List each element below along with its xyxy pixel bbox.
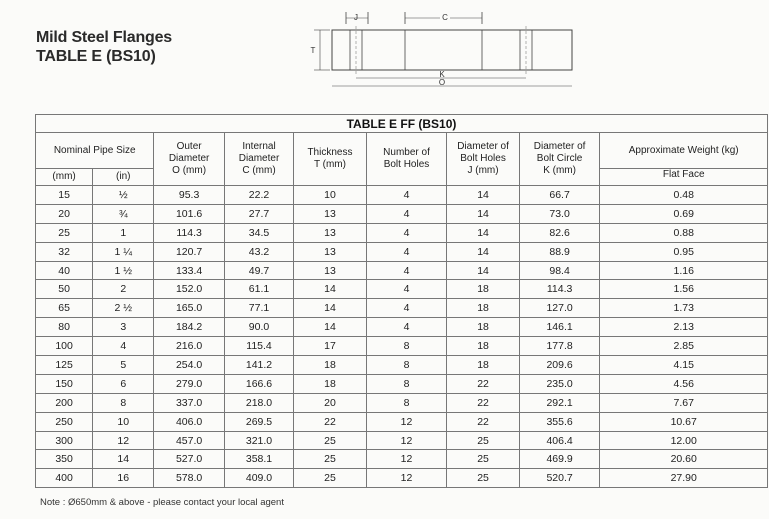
table-row (36, 412, 768, 431)
cell-thickness: 25 (294, 431, 366, 450)
cell-thickness: 10 (294, 186, 366, 205)
cell-nominal-mm: 50 (36, 280, 93, 299)
cell-bolt-hole-diameter: 18 (447, 356, 519, 375)
cell-outer-diameter: 527.0 (154, 450, 224, 469)
cell-bolt-holes: 4 (366, 223, 447, 242)
cell-internal-diameter: 77.1 (224, 299, 293, 318)
cell-nominal-mm: 350 (36, 450, 93, 469)
header-diameter-of-bolt-holes: Diameter of Bolt Holes J (mm) (447, 133, 519, 186)
label-j: J (354, 13, 358, 22)
cell-outer-diameter: 101.6 (154, 204, 224, 223)
cell-internal-diameter: 90.0 (224, 318, 293, 337)
cell-bolt-holes: 8 (366, 337, 447, 356)
cell-flat-face-weight: 27.90 (600, 469, 768, 488)
cell-flat-face-weight: 0.69 (600, 204, 768, 223)
cell-nominal-mm: 25 (36, 223, 93, 242)
cell-nominal-in: 2 ½ (93, 299, 154, 318)
cell-flat-face-weight: 10.67 (600, 412, 768, 431)
header-number-of-bolt-holes: Number of Bolt Holes (366, 133, 447, 186)
cell-outer-diameter: 216.0 (154, 337, 224, 356)
cell-bolt-holes: 4 (366, 186, 447, 205)
cell-internal-diameter: 166.6 (224, 374, 293, 393)
label-o: O (438, 78, 446, 87)
cell-nominal-in: 6 (93, 374, 154, 393)
cell-outer-diameter: 114.3 (154, 223, 224, 242)
cell-nominal-mm: 125 (36, 356, 93, 375)
cell-nominal-mm: 250 (36, 412, 93, 431)
header-outer-diameter: Outer Diameter O (mm) (154, 133, 224, 186)
cell-bolt-circle-diameter: 235.0 (519, 374, 600, 393)
cell-bolt-holes: 4 (366, 280, 447, 299)
cell-outer-diameter: 457.0 (154, 431, 224, 450)
cell-flat-face-weight: 1.16 (600, 261, 768, 280)
header-nominal-pipe-size: Nominal Pipe Size (36, 133, 154, 169)
cell-bolt-circle-diameter: 114.3 (519, 280, 600, 299)
header-nominal-in: (in) (93, 169, 154, 186)
cell-bolt-holes: 4 (366, 204, 447, 223)
cell-thickness: 22 (294, 412, 366, 431)
cell-bolt-hole-diameter: 14 (447, 204, 519, 223)
cell-outer-diameter: 184.2 (154, 318, 224, 337)
header-approximate-weight: Approximate Weight (kg) (600, 133, 768, 169)
cell-internal-diameter: 34.5 (224, 223, 293, 242)
table-caption: TABLE E FF (BS10) (36, 115, 768, 133)
cell-bolt-hole-diameter: 18 (447, 337, 519, 356)
cell-internal-diameter: 409.0 (224, 469, 293, 488)
table-row (36, 469, 768, 488)
cell-bolt-hole-diameter: 22 (447, 374, 519, 393)
cell-nominal-in: 10 (93, 412, 154, 431)
cell-nominal-in: 3 (93, 318, 154, 337)
footnote: Note : Ø650mm & above - please contact your local agent (40, 497, 284, 508)
header-nominal-mm: (mm) (36, 169, 93, 186)
cell-outer-diameter: 120.7 (154, 242, 224, 261)
cell-nominal-in: 4 (93, 337, 154, 356)
cell-flat-face-weight: 0.95 (600, 242, 768, 261)
cell-bolt-holes: 4 (366, 261, 447, 280)
cell-thickness: 18 (294, 356, 366, 375)
cell-nominal-in: ½ (93, 186, 154, 205)
cell-nominal-in: 1 (93, 223, 154, 242)
cell-nominal-in: 2 (93, 280, 154, 299)
cell-internal-diameter: 358.1 (224, 450, 293, 469)
cell-outer-diameter: 578.0 (154, 469, 224, 488)
cell-flat-face-weight: 1.73 (600, 299, 768, 318)
cell-bolt-circle-diameter: 406.4 (519, 431, 600, 450)
cell-thickness: 18 (294, 374, 366, 393)
cell-bolt-holes: 12 (366, 412, 447, 431)
cell-nominal-in: 8 (93, 393, 154, 412)
cell-bolt-circle-diameter: 292.1 (519, 393, 600, 412)
table-row (36, 337, 768, 356)
label-k: K (439, 70, 445, 79)
cell-thickness: 14 (294, 280, 366, 299)
cell-nominal-mm: 15 (36, 186, 93, 205)
table-row (36, 261, 768, 280)
cell-flat-face-weight: 0.88 (600, 223, 768, 242)
cell-bolt-hole-diameter: 14 (447, 242, 519, 261)
table-row (36, 393, 768, 412)
table-row (36, 186, 768, 205)
cell-internal-diameter: 49.7 (224, 261, 293, 280)
cell-bolt-hole-diameter: 14 (447, 223, 519, 242)
cell-bolt-circle-diameter: 209.6 (519, 356, 600, 375)
cell-outer-diameter: 165.0 (154, 299, 224, 318)
cell-internal-diameter: 218.0 (224, 393, 293, 412)
cell-thickness: 25 (294, 450, 366, 469)
flange-diagram (300, 6, 580, 92)
table-row (36, 299, 768, 318)
cell-bolt-circle-diameter: 82.6 (519, 223, 600, 242)
cell-nominal-mm: 300 (36, 431, 93, 450)
cell-flat-face-weight: 4.56 (600, 374, 768, 393)
cell-bolt-circle-diameter: 469.9 (519, 450, 600, 469)
cell-outer-diameter: 254.0 (154, 356, 224, 375)
cell-internal-diameter: 269.5 (224, 412, 293, 431)
cell-thickness: 13 (294, 242, 366, 261)
flange-cross-section-drawing (300, 6, 580, 92)
cell-nominal-in: ¾ (93, 204, 154, 223)
cell-bolt-hole-diameter: 14 (447, 261, 519, 280)
cell-outer-diameter: 152.0 (154, 280, 224, 299)
cell-thickness: 17 (294, 337, 366, 356)
cell-nominal-mm: 65 (36, 299, 93, 318)
cell-flat-face-weight: 12.00 (600, 431, 768, 450)
table-row (36, 318, 768, 337)
table-row (36, 242, 768, 261)
label-t: T (310, 46, 316, 55)
cell-nominal-in: 14 (93, 450, 154, 469)
cell-nominal-mm: 400 (36, 469, 93, 488)
cell-outer-diameter: 406.0 (154, 412, 224, 431)
cell-flat-face-weight: 2.13 (600, 318, 768, 337)
cell-flat-face-weight: 2.85 (600, 337, 768, 356)
table-row (36, 450, 768, 469)
cell-bolt-hole-diameter: 18 (447, 318, 519, 337)
cell-thickness: 13 (294, 223, 366, 242)
cell-bolt-holes: 8 (366, 374, 447, 393)
title-line-2: TABLE E (BS10) (36, 48, 156, 65)
cell-bolt-holes: 8 (366, 356, 447, 375)
cell-nominal-mm: 200 (36, 393, 93, 412)
cell-bolt-hole-diameter: 22 (447, 412, 519, 431)
cell-bolt-holes: 4 (366, 318, 447, 337)
cell-bolt-holes: 12 (366, 469, 447, 488)
cell-nominal-mm: 32 (36, 242, 93, 261)
title-line-1: Mild Steel Flanges (36, 29, 172, 46)
cell-bolt-hole-diameter: 25 (447, 469, 519, 488)
cell-nominal-in: 1 ½ (93, 261, 154, 280)
cell-flat-face-weight: 0.48 (600, 186, 768, 205)
cell-nominal-mm: 20 (36, 204, 93, 223)
cell-bolt-hole-diameter: 22 (447, 393, 519, 412)
cell-bolt-circle-diameter: 98.4 (519, 261, 600, 280)
cell-bolt-hole-diameter: 18 (447, 299, 519, 318)
cell-internal-diameter: 27.7 (224, 204, 293, 223)
cell-bolt-holes: 12 (366, 431, 447, 450)
cell-internal-diameter: 115.4 (224, 337, 293, 356)
cell-bolt-holes: 4 (366, 242, 447, 261)
cell-bolt-hole-diameter: 14 (447, 186, 519, 205)
cell-nominal-in: 1 ¼ (93, 242, 154, 261)
cell-thickness: 14 (294, 318, 366, 337)
cell-bolt-circle-diameter: 355.6 (519, 412, 600, 431)
cell-outer-diameter: 95.3 (154, 186, 224, 205)
cell-bolt-holes: 4 (366, 299, 447, 318)
label-c: C (442, 13, 448, 22)
cell-nominal-in: 12 (93, 431, 154, 450)
cell-bolt-holes: 12 (366, 450, 447, 469)
cell-bolt-circle-diameter: 127.0 (519, 299, 600, 318)
header-diameter-of-bolt-circle: Diameter of Bolt Circle K (mm) (519, 133, 600, 186)
cell-thickness: 25 (294, 469, 366, 488)
cell-bolt-circle-diameter: 73.0 (519, 204, 600, 223)
table-row (36, 431, 768, 450)
cell-bolt-circle-diameter: 520.7 (519, 469, 600, 488)
cell-flat-face-weight: 4.15 (600, 356, 768, 375)
cell-bolt-hole-diameter: 25 (447, 450, 519, 469)
cell-internal-diameter: 321.0 (224, 431, 293, 450)
cell-thickness: 13 (294, 204, 366, 223)
table-row (36, 280, 768, 299)
cell-flat-face-weight: 7.67 (600, 393, 768, 412)
cell-bolt-circle-diameter: 88.9 (519, 242, 600, 261)
cell-thickness: 20 (294, 393, 366, 412)
cell-flat-face-weight: 1.56 (600, 280, 768, 299)
cell-flat-face-weight: 20.60 (600, 450, 768, 469)
cell-bolt-holes: 8 (366, 393, 447, 412)
cell-internal-diameter: 22.2 (224, 186, 293, 205)
cell-bolt-circle-diameter: 66.7 (519, 186, 600, 205)
cell-outer-diameter: 133.4 (154, 261, 224, 280)
cell-bolt-circle-diameter: 146.1 (519, 318, 600, 337)
cell-internal-diameter: 61.1 (224, 280, 293, 299)
cell-outer-diameter: 279.0 (154, 374, 224, 393)
header-flat-face: Flat Face (600, 169, 768, 186)
cell-internal-diameter: 141.2 (224, 356, 293, 375)
table-row (36, 223, 768, 242)
cell-bolt-hole-diameter: 25 (447, 431, 519, 450)
cell-thickness: 14 (294, 299, 366, 318)
cell-nominal-in: 5 (93, 356, 154, 375)
table-body (36, 186, 768, 488)
cell-thickness: 13 (294, 261, 366, 280)
page-title (36, 28, 172, 66)
cell-bolt-circle-diameter: 177.8 (519, 337, 600, 356)
cell-nominal-in: 16 (93, 469, 154, 488)
table-row (36, 374, 768, 393)
cell-outer-diameter: 337.0 (154, 393, 224, 412)
cell-bolt-hole-diameter: 18 (447, 280, 519, 299)
cell-nominal-mm: 100 (36, 337, 93, 356)
flange-table (35, 114, 768, 488)
cell-nominal-mm: 40 (36, 261, 93, 280)
table-row (36, 204, 768, 223)
cell-nominal-mm: 150 (36, 374, 93, 393)
header-internal-diameter: Internal Diameter C (mm) (224, 133, 293, 186)
cell-nominal-mm: 80 (36, 318, 93, 337)
table-row (36, 356, 768, 375)
header-thickness: Thickness T (mm) (294, 133, 366, 186)
cell-internal-diameter: 43.2 (224, 242, 293, 261)
